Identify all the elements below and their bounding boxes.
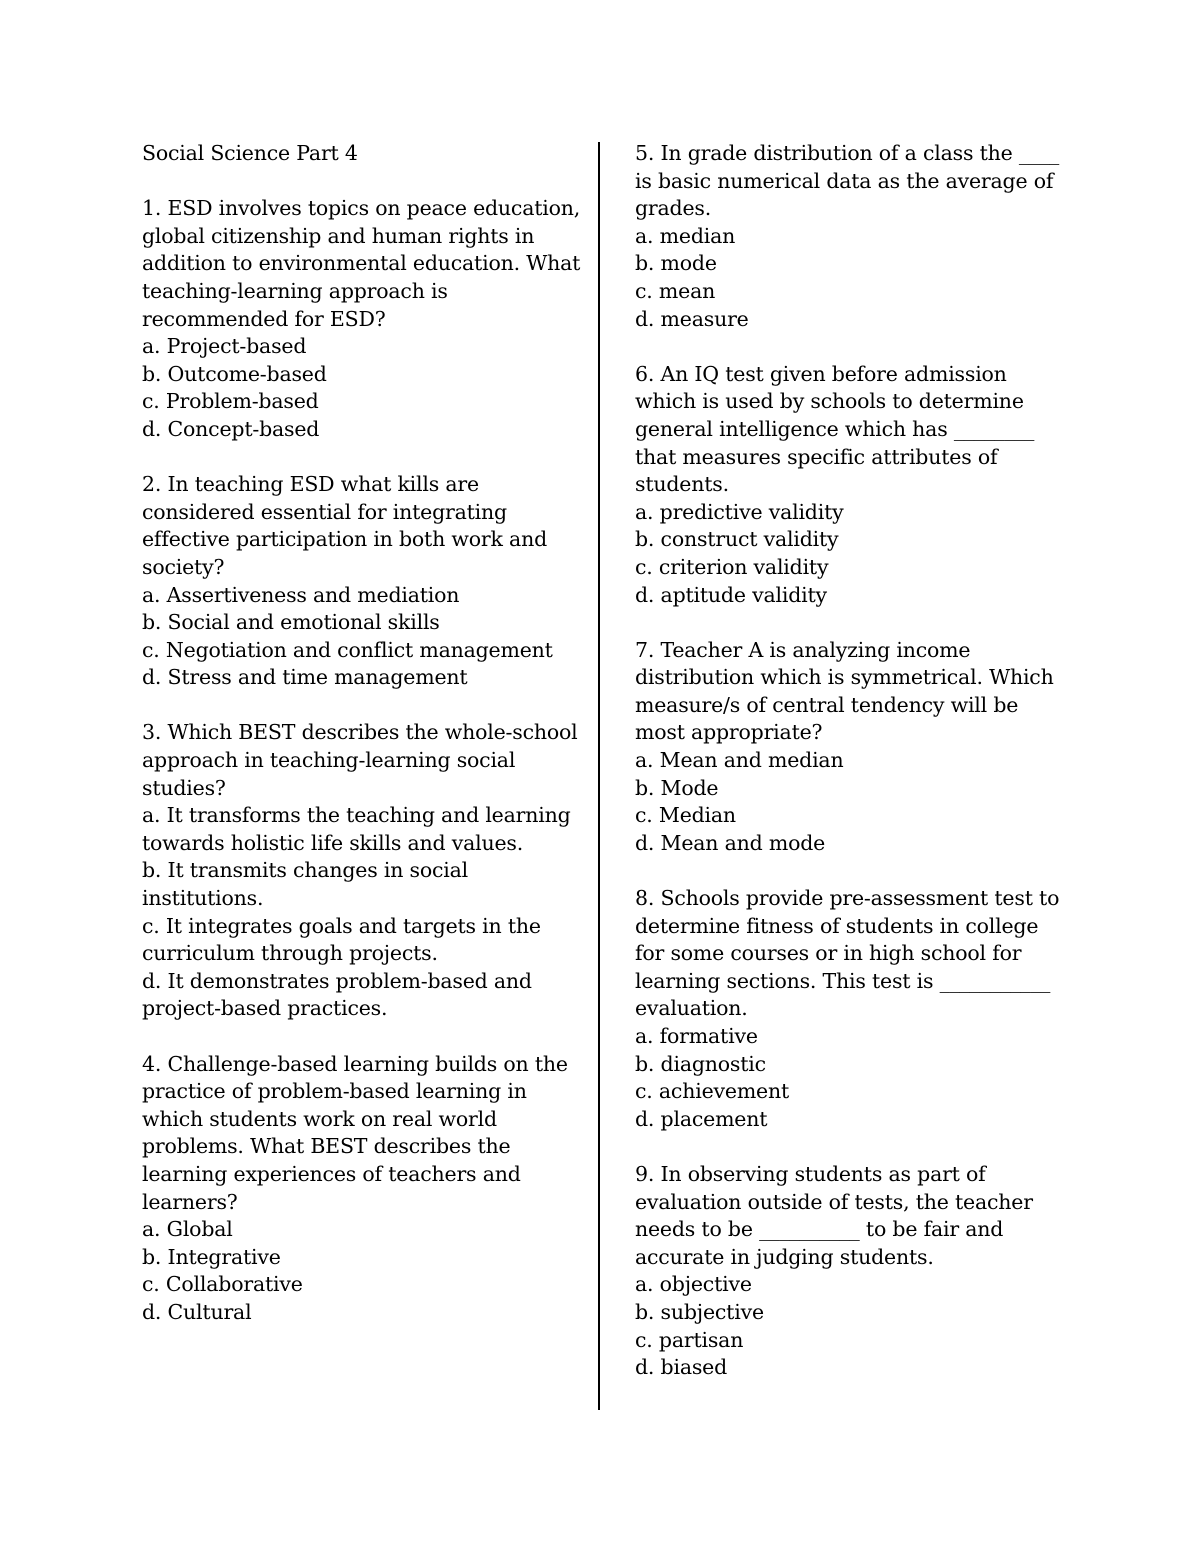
- question-text: 5. In grade distribution of a class the ____ is basic numerical data as the average of grades.: [635, 141, 1060, 221]
- column-divider: [598, 142, 600, 1410]
- question-text: 9. In observing students as part of evaluation outside of tests, the teacher needs to be __________ to be fair and accurate in judging students.: [635, 1161, 1033, 1269]
- question-6: [635, 361, 1065, 609]
- option-b: b. It transmits changes in social institutions.: [142, 858, 469, 911]
- option-c: c. Median: [635, 803, 736, 828]
- option-a: a. Project-based: [142, 334, 307, 359]
- option-a: a. objective: [635, 1272, 752, 1297]
- option-d: d. Cultural: [142, 1299, 252, 1324]
- option-b: b. subjective: [635, 1299, 764, 1324]
- question-text: 1. ESD involves topics on peace education, global citizenship and human rights in addition to environmental education. What teaching-learning approach is recommended for ESD?: [142, 196, 581, 331]
- option-c: c. Collaborative: [142, 1272, 303, 1297]
- option-c: c. partisan: [635, 1327, 744, 1352]
- option-b: b. construct validity: [635, 527, 839, 552]
- option-a: a. It transforms the teaching and learning towards holistic life skills and values.: [142, 803, 571, 855]
- option-d: d. It demonstrates problem-based and project-based practices.: [142, 968, 532, 1021]
- question-1: [142, 195, 582, 443]
- question-9: [635, 1161, 1065, 1382]
- question-text: 2. In teaching ESD what kills are considered essential for integrating effective participation in both work and society?: [142, 472, 547, 579]
- option-a: a. Mean and median: [635, 748, 844, 773]
- option-a: a. formative: [635, 1024, 758, 1048]
- option-b: b. Social and emotional skills: [142, 610, 440, 635]
- option-b: b. mode: [635, 251, 717, 276]
- option-d: d. Stress and time management: [142, 665, 468, 690]
- option-c: c. Problem-based: [142, 389, 319, 414]
- option-b: b. diagnostic: [635, 1051, 766, 1076]
- option-c: c. achievement: [635, 1079, 790, 1104]
- question-text: 3. Which BEST describes the whole-school approach in teaching-learning social studies?: [142, 720, 578, 800]
- option-c: c. It integrates goals and targets in the curriculum through projects.: [142, 913, 541, 966]
- option-d: d. measure: [635, 306, 749, 331]
- question-text: 6. An IQ test given before admission which is used by schools to determine general intelligence which has ________ that measures specific attributes of students.: [635, 361, 1035, 497]
- question-4: [142, 1051, 582, 1327]
- option-d: d. aptitude validity: [635, 582, 827, 607]
- question-7: [635, 637, 1065, 858]
- option-a: a. Assertiveness and mediation: [142, 582, 460, 607]
- question-2: [142, 471, 582, 692]
- question-8: [635, 885, 1065, 1133]
- option-c: c. criterion validity: [635, 554, 829, 579]
- option-a: a. median: [635, 223, 736, 248]
- option-d: d. Concept-based: [142, 416, 320, 441]
- option-a: a. predictive validity: [635, 499, 844, 524]
- question-3: [142, 719, 582, 1023]
- question-text: 4. Challenge-based learning builds on the practice of problem-based learning in which students work on real world problems. What BEST describes the learning experiences of teachers and learners?: [142, 1051, 568, 1214]
- option-d: d. biased: [635, 1355, 728, 1380]
- left-column: [142, 140, 582, 1354]
- right-column: [635, 140, 1065, 1409]
- option-d: d. Mean and mode: [635, 830, 826, 855]
- option-c: c. mean: [635, 278, 716, 303]
- option-d: d. placement: [635, 1106, 768, 1131]
- option-b: b. Outcome-based: [142, 361, 327, 386]
- question-5: [635, 140, 1065, 333]
- option-a: a. Global: [142, 1217, 233, 1242]
- question-text: 8. Schools provide pre-assessment test to determine fitness of students in college for some courses or in high school for learning sections. This test is ___________ evaluation.: [635, 886, 1060, 1021]
- question-text: 7. Teacher A is analyzing income distribution which is symmetrical. Which measure/s of central tendency will be most appropriate?: [635, 637, 1054, 745]
- page-title: Social Science Part 4: [142, 141, 358, 165]
- option-b: b. Integrative: [142, 1244, 281, 1269]
- option-b: b. Mode: [635, 775, 719, 800]
- option-c: c. Negotiation and conflict management: [142, 637, 553, 662]
